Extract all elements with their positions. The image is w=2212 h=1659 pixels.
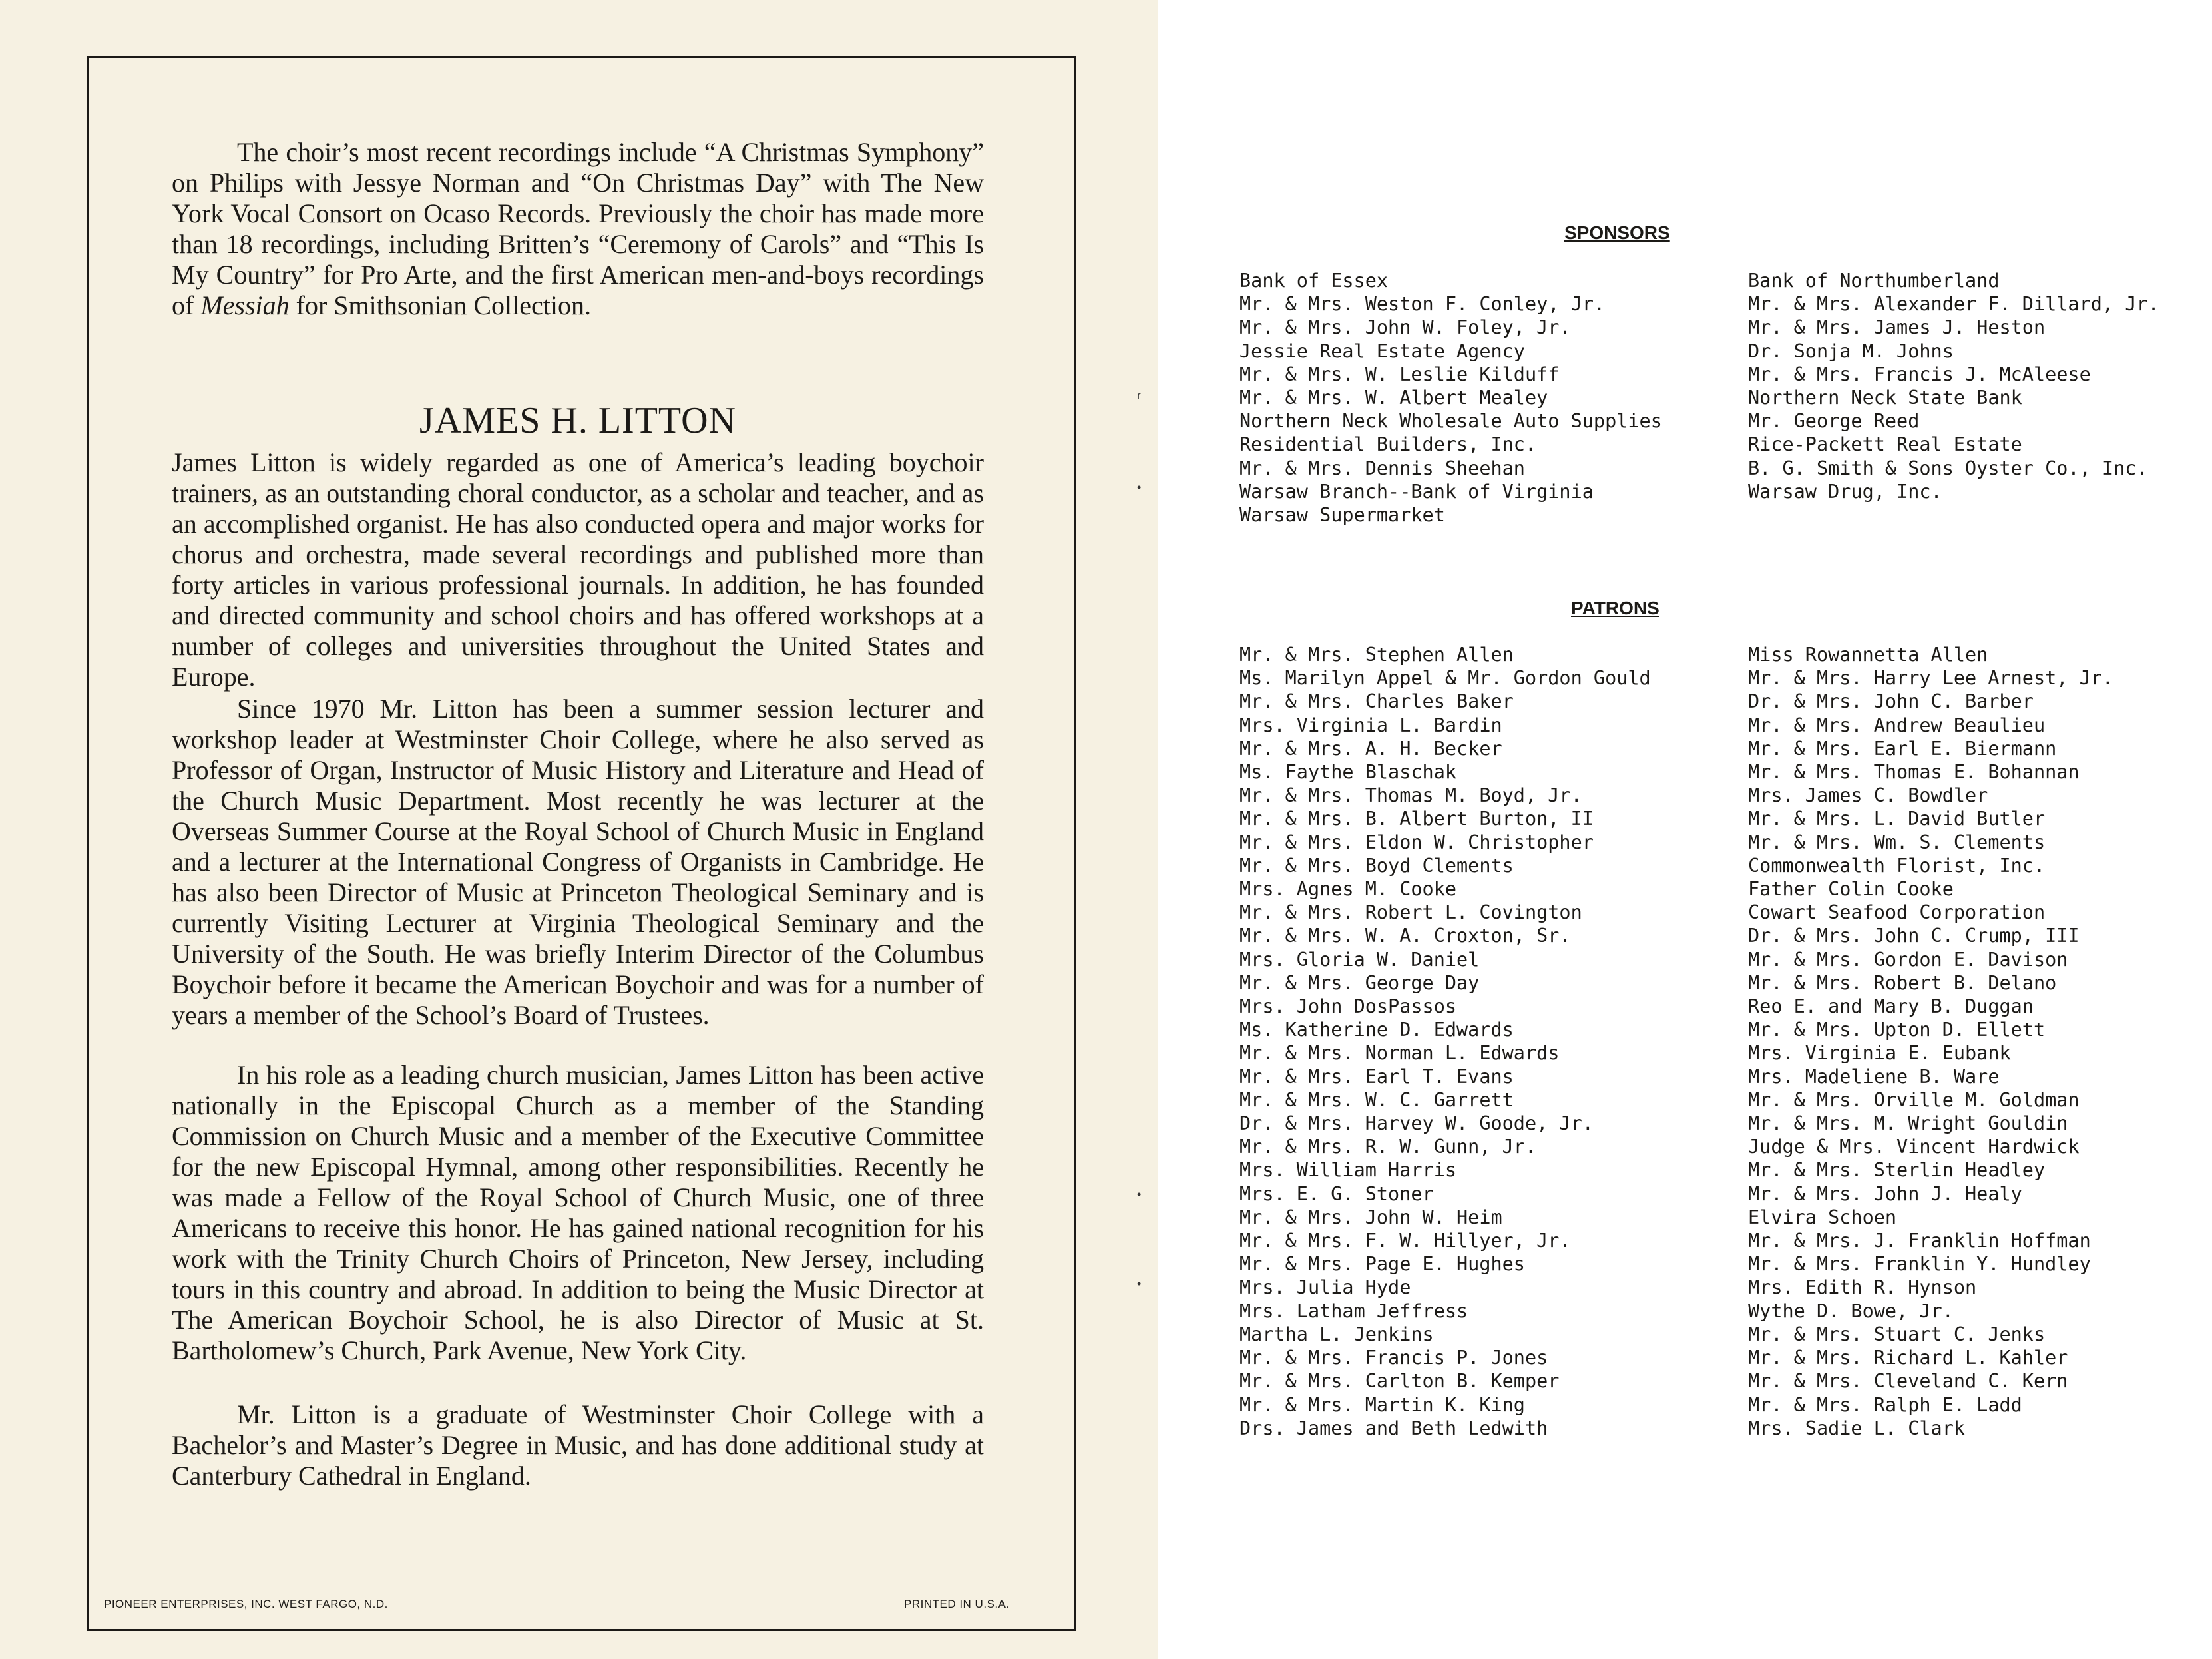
paragraph-church: In his role as a leading church musician, James Litton has been active nationally in the Episcopal Church as a member of the Standing Commission on Church Music and a member of the Executive Committee for the new Episcopal Hymnal, among other responsibilities. Recently he was made a Fellow of the Royal School of Church Music, one of three Americans to receive this honor. He has gained national recognition for his work with the Trinity Church Choirs of Princeton, New Jersey, including tours in this country and abroad. In addition to being the Music Director at The American Boychoir School, he is also Director of Music at St. Bartholomew’s Church, Park Avenue, New York City.: [172, 1060, 984, 1365]
sponsor-entry: Rice-Packett Real Estate: [1748, 433, 2022, 456]
patron-entry: Mrs. Sadie L. Clark: [1748, 1417, 1966, 1439]
margin-mark: •: [1137, 1188, 1142, 1201]
patron-entry: Mr. & Mrs. Richard L. Kahler: [1748, 1347, 2068, 1369]
sponsor-entry: Mr. & Mrs. W. Albert Mealey: [1239, 387, 1548, 409]
patron-entry: Mr. & Mrs. Thomas M. Boyd, Jr.: [1239, 784, 1582, 807]
sponsor-entry: Residential Builders, Inc.: [1239, 433, 1537, 456]
patron-entry: Judge & Mrs. Vincent Hardwick: [1748, 1136, 2080, 1158]
patron-entry: Drs. James and Beth Ledwith: [1239, 1417, 1548, 1439]
patron-entry: Mr. & Mrs. R. W. Gunn, Jr.: [1239, 1136, 1537, 1158]
patron-entry: Mr. & Mrs. Andrew Beaulieu: [1748, 714, 2046, 736]
patron-entry: Mrs. Edith R. Hynson: [1748, 1276, 1977, 1299]
patron-entry: Ms. Marilyn Appel & Mr. Gordon Gould: [1239, 667, 1651, 690]
patron-entry: Mr. & Mrs. W. A. Croxton, Sr.: [1239, 925, 1571, 947]
patron-entry: Mr. & Mrs. Orville M. Goldman: [1748, 1088, 2080, 1111]
margin-mark: •: [1137, 1277, 1142, 1290]
patron-entry: Mrs. John DosPassos: [1239, 995, 1457, 1018]
patron-entry: Mr. & Mrs. Norman L. Edwards: [1239, 1042, 1560, 1065]
patron-entry: Mr. & Mrs. L. David Butler: [1748, 808, 2046, 830]
sponsor-entry: Warsaw Branch--Bank of Virginia: [1239, 480, 1594, 503]
paragraph-education: Mr. Litton is a graduate of Westminster Choir College with a Bachelor’s and Master’s Degree in Music, and has done additional study at Canterbury Cathedral in England.: [172, 1399, 984, 1491]
publisher-credit: PIONEER ENTERPRISES, INC. WEST FARGO, N.D.: [104, 1598, 388, 1610]
patron-entry: Ms. Faythe Blaschak: [1239, 761, 1457, 784]
patron-entry: Mr. & Mrs. Thomas E. Bohannan: [1748, 761, 2080, 784]
patrons-title: PATRONS: [1571, 598, 1659, 618]
patron-entry: Father Colin Cooke: [1748, 878, 1954, 901]
patron-entry: Dr. & Mrs. Harvey W. Goode, Jr.: [1239, 1112, 1594, 1135]
patron-entry: Mr. & Mrs. John J. Healy: [1748, 1182, 2022, 1205]
patron-entry: Mr. & Mrs. Charles Baker: [1239, 690, 1514, 713]
patron-entry: Mr. & Mrs. George Day: [1239, 971, 1480, 994]
right-page: [1137, 0, 2212, 1659]
sponsor-entry: Bank of Northumberland: [1748, 270, 2000, 292]
patron-entry: Mr. & Mrs. John W. Heim: [1239, 1206, 1502, 1228]
sponsor-entry: B. G. Smith & Sons Oyster Co., Inc.: [1748, 457, 2148, 479]
patron-entry: Mrs. James C. Bowdler: [1748, 784, 1988, 807]
paragraph-recordings-text: The choir’s most recent recordings include “A Christmas Symphony” on Philips with Jessye Norman and “On Christmas Day” with The New York Vocal Consort on Ocaso Records. Previously the choir has made more than 18 recordings, including Britten’s “Ceremony of Carols” and “This Is My Country” for Pro Arte, and the first American men-and-boys recordings of Messiah for Smithsonian Collection.: [172, 137, 984, 320]
patron-entry: Mrs. Julia Hyde: [1239, 1276, 1411, 1299]
patron-entry: Mr. & Mrs. Stuart C. Jenks: [1748, 1323, 2046, 1345]
patron-entry: Mr. & Mrs. Ralph E. Ladd: [1748, 1393, 2022, 1416]
patron-entry: Mrs. E. G. Stoner: [1239, 1182, 1434, 1205]
sponsors-title: SPONSORS: [1564, 222, 1670, 243]
sponsor-entry: Dr. Sonja M. Johns: [1748, 340, 1954, 362]
sponsor-entry: Warsaw Supermarket: [1239, 504, 1445, 527]
patron-entry: Mrs. Madeliene B. Ware: [1748, 1065, 2000, 1088]
patron-entry: Dr. & Mrs. John C. Crump, III: [1748, 925, 2080, 947]
patron-entry: Mr. & Mrs. Gordon E. Davison: [1748, 948, 2068, 971]
patron-entry: Mrs. Latham Jeffress: [1239, 1300, 1468, 1322]
patron-entry: Elvira Schoen: [1748, 1206, 1897, 1228]
patron-entry: Mr. & Mrs. Cleveland C. Kern: [1748, 1370, 2068, 1393]
patron-entry: Mr. & Mrs. Robert L. Covington: [1239, 901, 1582, 924]
patron-entry: Mr. & Mrs. B. Albert Burton, II: [1239, 808, 1594, 830]
sponsor-entry: Mr. & Mrs. John W. Foley, Jr.: [1239, 316, 1571, 339]
patron-entry: Miss Rowannetta Allen: [1748, 644, 1988, 666]
patron-entry: Martha L. Jenkins: [1239, 1323, 1434, 1345]
sponsors-list-left: [1239, 269, 1662, 527]
patron-entry: Mrs. Virginia L. Bardin: [1239, 714, 1502, 736]
patron-entry: Mr. & Mrs. Page E. Hughes: [1239, 1253, 1525, 1276]
patron-entry: Mr. & Mrs. Wm. S. Clements: [1748, 831, 2046, 853]
patron-entry: Mr. & Mrs. J. Franklin Hoffman: [1748, 1230, 2091, 1252]
patron-entry: Mr. & Mrs. Robert B. Delano: [1748, 971, 2057, 994]
patron-entry: Mr. & Mrs. Eldon W. Christopher: [1239, 831, 1594, 853]
patrons-list-right: [1748, 643, 2113, 1440]
sponsor-entry: Mr. & Mrs. Dennis Sheehan: [1239, 457, 1525, 479]
patron-entry: Mrs. William Harris: [1239, 1159, 1457, 1182]
patron-entry: Dr. & Mrs. John C. Barber: [1748, 690, 2034, 713]
patron-entry: Mr. & Mrs. Franklin Y. Hundley: [1748, 1253, 2091, 1276]
patron-entry: Mr. & Mrs. Carlton B. Kemper: [1239, 1370, 1560, 1393]
patron-entry: Mr. & Mrs. Stephen Allen: [1239, 644, 1514, 666]
patron-entry: Mrs. Virginia E. Eubank: [1748, 1042, 2011, 1065]
patron-entry: Mr. & Mrs. W. C. Garrett: [1239, 1088, 1514, 1111]
patron-entry: Mr. & Mrs. Martin K. King: [1239, 1393, 1525, 1416]
sponsor-entry: Mr. & Mrs. Weston F. Conley, Jr.: [1239, 293, 1606, 316]
patrons-list-left: [1239, 643, 1651, 1440]
sponsor-entry: Bank of Essex: [1239, 270, 1389, 292]
paragraph-career: Since 1970 Mr. Litton has been a summer session lecturer and workshop leader at Westminster Choir College, where he also served as Professor of Organ, Instructor of Music History and Literature and Head of the Church Music Department. Most recently he was lecturer at the Overseas Summer Course at the Royal School of Church Music in England and a lecturer at the International Congress of Organists in Cambridge. He has also been Director of Music at Princeton Theological Seminary and is currently Visiting Lecturer at Virginia Theological Seminary and the University of the South. He was briefly Interim Director of the Columbus Boychoir before it became the American Boychoir and was for a number of years a member of the School’s Board of Trustees.: [172, 694, 984, 1030]
sponsor-entry: Northern Neck State Bank: [1748, 387, 2022, 409]
sponsor-entry: Warsaw Drug, Inc.: [1748, 480, 1942, 503]
sponsor-entry: Mr. & Mrs. James J. Heston: [1748, 316, 2046, 339]
patron-entry: Mrs. Agnes M. Cooke: [1239, 878, 1457, 901]
print-credit: PRINTED IN U.S.A.: [904, 1598, 1010, 1610]
margin-mark: •: [1137, 481, 1142, 494]
paragraph-recordings: [172, 137, 984, 321]
patron-entry: Mr. & Mrs. Boyd Clements: [1239, 854, 1514, 877]
patron-entry: Mr. & Mrs. Upton D. Ellett: [1748, 1019, 2046, 1041]
patron-entry: Mr. & Mrs. M. Wright Gouldin: [1748, 1112, 2068, 1135]
patron-entry: Reo E. and Mary B. Duggan: [1748, 995, 2034, 1018]
patron-entry: Mrs. Gloria W. Daniel: [1239, 948, 1480, 971]
sponsor-entry: Mr. & Mrs. Francis J. McAleese: [1748, 363, 2091, 385]
sponsor-entry: Northern Neck Wholesale Auto Supplies: [1239, 410, 1662, 433]
margin-mark: r: [1137, 389, 1141, 402]
patron-entry: Cowart Seafood Corporation: [1748, 901, 2046, 924]
sponsor-entry: Mr. George Reed: [1748, 410, 1920, 433]
section-heading: JAMES H. LITTON: [419, 400, 736, 441]
sponsor-entry: Mr. & Mrs. W. Leslie Kilduff: [1239, 363, 1560, 385]
patron-entry: Mr. & Mrs. Earl T. Evans: [1239, 1065, 1514, 1088]
patron-entry: Wythe D. Bowe, Jr.: [1748, 1300, 1954, 1322]
patron-entry: Mr. & Mrs. F. W. Hillyer, Jr.: [1239, 1230, 1571, 1252]
patron-entry: Ms. Katherine D. Edwards: [1239, 1019, 1514, 1041]
sponsors-list-right: [1748, 269, 2159, 503]
patron-entry: Mr. & Mrs. Sterlin Headley: [1748, 1159, 2046, 1182]
patron-entry: Mr. & Mrs. A. H. Becker: [1239, 737, 1502, 760]
sponsor-entry: Mr. & Mrs. Alexander F. Dillard, Jr.: [1748, 293, 2159, 316]
patron-entry: Mr. & Mrs. Earl E. Biermann: [1748, 737, 2057, 760]
patron-entry: Commonwealth Florist, Inc.: [1748, 854, 2046, 877]
paragraph-intro: James Litton is widely regarded as one of America’s leading boychoir trainers, as an outstanding choral conductor, as a scholar and teacher, and as an accomplished organist. He has also conducted opera and major works for chorus and orchestra, made several recordings and published more than forty articles in various professional journals. In addition, he has founded and directed community and school choirs and has offered workshops at a number of colleges and universities throughout the United States and Europe.: [172, 447, 984, 692]
patron-entry: Mr. & Mrs. Francis P. Jones: [1239, 1347, 1548, 1369]
patron-entry: Mr. & Mrs. Harry Lee Arnest, Jr.: [1748, 667, 2114, 690]
sponsor-entry: Jessie Real Estate Agency: [1239, 340, 1525, 362]
